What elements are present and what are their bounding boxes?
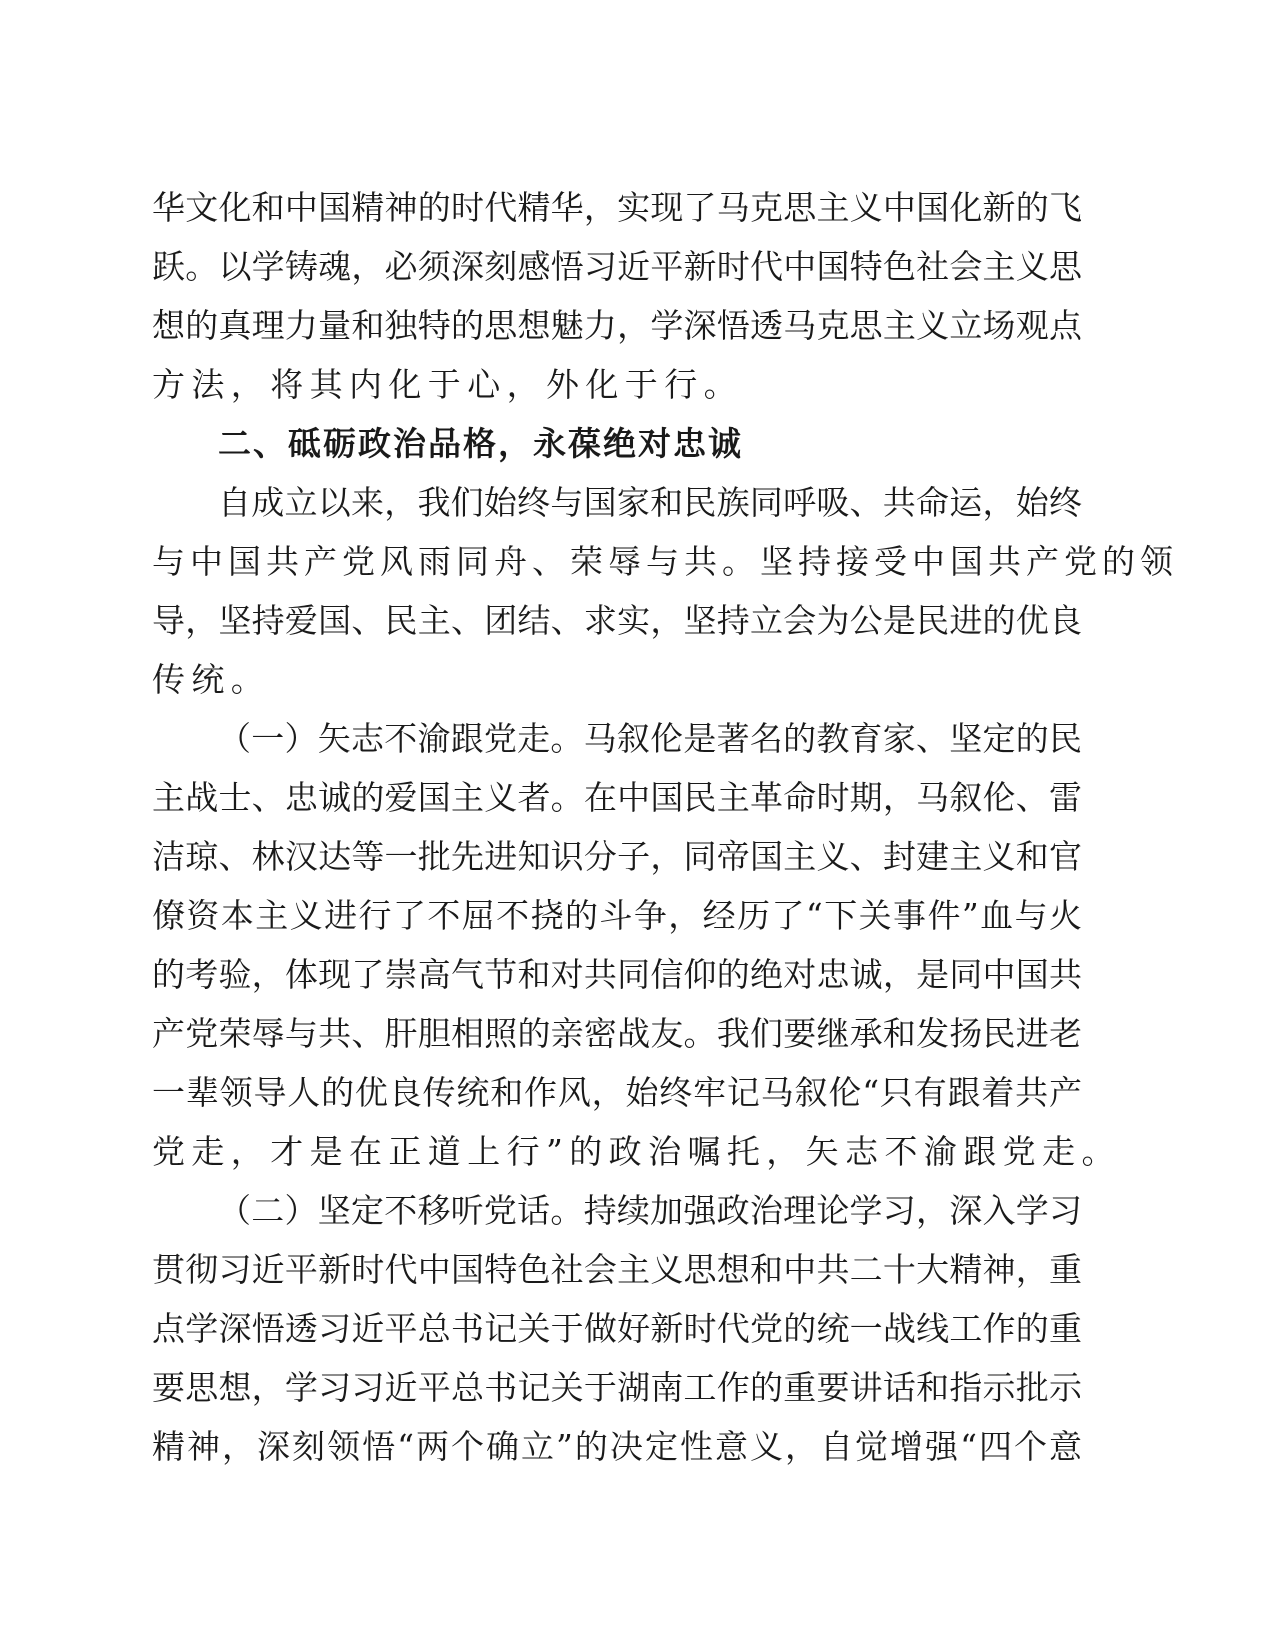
paragraph-line: 方法，将其内化于心，外化于行。 xyxy=(152,365,743,404)
document-body xyxy=(152,178,1178,1476)
paragraph-line: 洁琼、林汉达等一批先进知识分子，同帝国主义、封建主义和官 xyxy=(152,837,1082,876)
paragraph-line: 党走，才是在正道上行”的政治嘱托，矢志不渝跟党走。 xyxy=(152,1132,1121,1171)
paragraph-line: 自成立以来，我们始终与国家和民族同呼吸、共命运，始终 xyxy=(218,483,1082,522)
section-heading: 二、砥砺政治品格，永葆绝对忠诚 xyxy=(218,424,743,463)
paragraph-line: 跃。以学铸魂，必须深刻感悟习近平新时代中国特色社会主义思 xyxy=(152,247,1082,286)
paragraph-line: 与中国共产党风雨同舟、荣辱与共。坚持接受中国共产党的领 xyxy=(152,542,1178,581)
paragraph-line: 点学深悟透习近平总书记关于做好新时代党的统一战线工作的重 xyxy=(152,1309,1082,1348)
paragraph-line: 一辈领导人的优良传统和作风，始终牢记马叙伦“只有跟着共产 xyxy=(152,1073,1082,1112)
paragraph-line: （二）坚定不移听党话。持续加强政治理论学习，深入学习 xyxy=(218,1191,1082,1230)
paragraph-line: 贯彻习近平新时代中国特色社会主义思想和中共二十大精神，重 xyxy=(152,1250,1082,1289)
paragraph-line: 僚资本主义进行了不屈不挠的斗争，经历了“下关事件”血与火 xyxy=(152,896,1082,935)
paragraph-line: 产党荣辱与共、肝胆相照的亲密战友。我们要继承和发扬民进老 xyxy=(152,1014,1082,1053)
paragraph-line: 传统。 xyxy=(152,660,271,699)
paragraph-line: 的考验，体现了崇高气节和对共同信仰的绝对忠诚，是同中国共 xyxy=(152,955,1082,994)
paragraph-line: 导，坚持爱国、民主、团结、求实，坚持立会为公是民进的优良 xyxy=(152,601,1082,640)
paragraph-line: （一）矢志不渝跟党走。马叙伦是著名的教育家、坚定的民 xyxy=(218,719,1082,758)
paragraph-line: 主战士、忠诚的爱国主义者。在中国民主革命时期，马叙伦、雷 xyxy=(152,778,1082,817)
paragraph-line: 精神，深刻领悟“两个确立”的决定性意义，自觉增强“四个意 xyxy=(152,1427,1082,1466)
paragraph-line: 华文化和中国精神的时代精华，实现了马克思主义中国化新的飞 xyxy=(152,188,1082,227)
paragraph-line: 要思想，学习习近平总书记关于湖南工作的重要讲话和指示批示 xyxy=(152,1368,1082,1407)
paragraph-line: 想的真理力量和独特的思想魅力，学深悟透马克思主义立场观点 xyxy=(152,306,1082,345)
